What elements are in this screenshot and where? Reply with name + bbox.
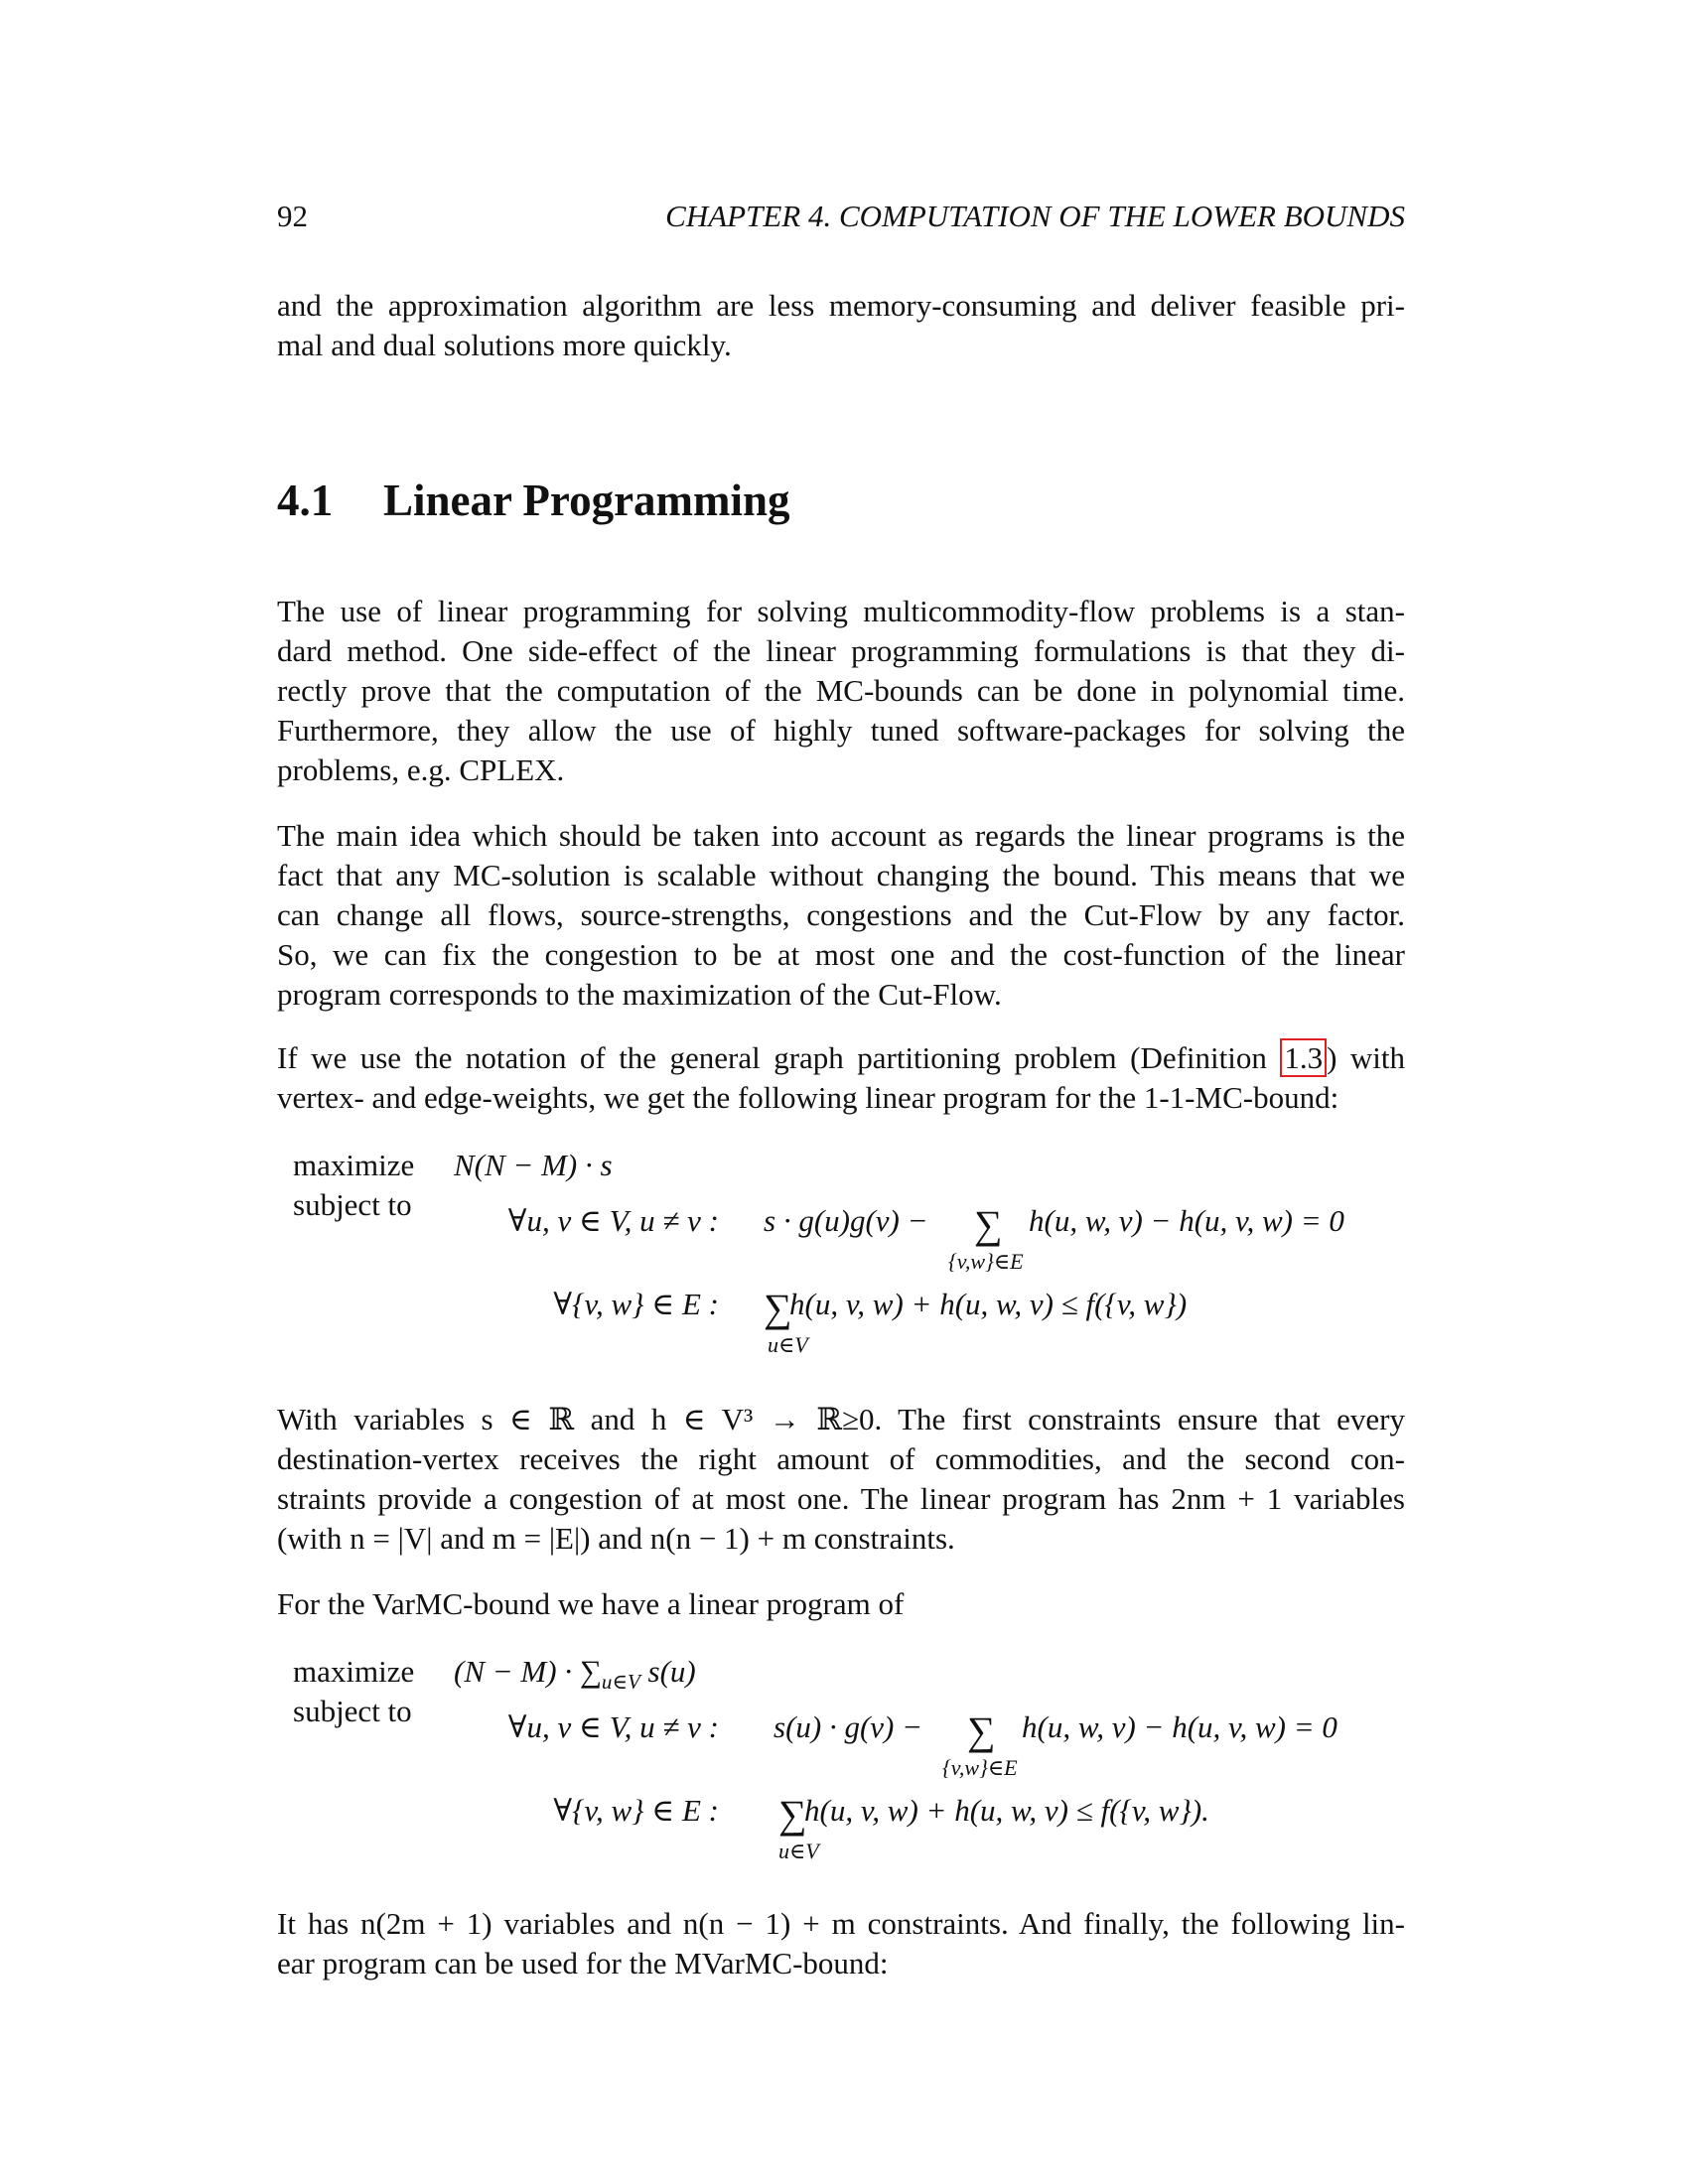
subject-to-label: subject to xyxy=(293,1694,412,1728)
objective-sum-index: u∈V xyxy=(601,1670,640,1695)
constraint-1-sum-index: {v,w}∈E xyxy=(948,1249,1024,1274)
text-line: (with n = |V| and m = |E|) and n(n − 1) + m constraints. xyxy=(277,1521,955,1556)
text-line: ear program can be used for the MVarMC-bound: xyxy=(277,1946,889,1980)
text-line: program corresponds to the maximization of the Cut-Flow. xyxy=(277,977,1002,1012)
constraint-2-sum-index: u∈V xyxy=(778,1839,819,1863)
constraint-1-lhs: s · g(u)g(v) − xyxy=(764,1203,928,1238)
objective-function: N(N − M) · s xyxy=(454,1148,613,1182)
paragraph-notation xyxy=(277,1038,1405,1118)
section-number: 4.1 xyxy=(277,476,334,525)
text-line: Furthermore, they allow the use of highly tuned software-packages for solving the xyxy=(277,713,1405,748)
sum-symbol xyxy=(778,1787,807,1837)
running-title: CHAPTER 4. COMPUTATION OF THE LOWER BOUNDS xyxy=(665,199,1405,233)
text-line: rectly prove that the computation of the MC-bounds can be done in polynomial time. xyxy=(277,673,1405,708)
constraint-1-sum-index: {v,w}∈E xyxy=(942,1755,1018,1780)
text-fragment: ) with xyxy=(1327,1040,1405,1075)
sum-symbol xyxy=(967,1704,996,1753)
constraint-1-condition: ∀u, v ∈ V, u ≠ v : xyxy=(507,1709,719,1744)
text-line: can change all flows, source-strengths, congestions and the Cut-Flow by any factor. xyxy=(277,897,1405,932)
sum-symbol xyxy=(764,1281,792,1330)
text-line xyxy=(277,1038,1405,1078)
text-line: For the VarMC-bound we have a linear program of xyxy=(277,1586,905,1621)
constraint-2-condition: ∀{v, w} ∈ E : xyxy=(553,1793,719,1828)
maximize-label: maximize xyxy=(293,1654,415,1689)
text-line: With variables s ∈ ℝ and h ∈ V³ → ℝ≥0. The first constraints ensure that every xyxy=(277,1402,1405,1436)
page-number: 92 xyxy=(277,199,308,233)
running-header xyxy=(277,199,1405,234)
maximize-label: maximize xyxy=(293,1148,415,1182)
constraint-2-sum-index: u∈V xyxy=(768,1332,808,1357)
constraint-2-condition: ∀{v, w} ∈ E : xyxy=(553,1287,719,1321)
paragraph-variables xyxy=(277,1400,1405,1559)
subject-to-label: subject to xyxy=(293,1187,412,1222)
objective-part: s(u) xyxy=(639,1654,696,1689)
section-title: Linear Programming xyxy=(383,476,790,525)
constraint-2-expression: h(u, v, w) + h(u, w, v) ≤ f({v, w}). xyxy=(804,1793,1209,1828)
text-line: problems, e.g. CPLEX. xyxy=(277,752,565,787)
text-line: mal and dual solutions more quickly. xyxy=(277,328,732,362)
paragraph-mvarmc xyxy=(277,1904,1405,1983)
sigma-glyph: ∑ xyxy=(967,1708,996,1753)
sigma-glyph: ∑ xyxy=(974,1202,1003,1247)
text-line: fact that any MC-solution is scalable without changing the bound. This means that we xyxy=(277,858,1405,892)
objective-function xyxy=(454,1654,696,1695)
constraint-1-condition: ∀u, v ∈ V, u ≠ v : xyxy=(507,1203,719,1238)
text-line: The use of linear programming for solving multicommodity-flow problems is a stan- xyxy=(277,594,1405,628)
linear-program-1mc xyxy=(277,1148,1405,1366)
sigma-glyph: ∑ xyxy=(764,1286,792,1330)
constraint-1-rhs: h(u, w, v) − h(u, v, w) = 0 xyxy=(1029,1203,1344,1238)
text-fragment: If we use the notation of the general graph partitioning problem (Definition xyxy=(277,1040,1281,1075)
text-line: straints provide a congestion of at most one. The linear program has 2nm + 1 variables xyxy=(277,1481,1405,1516)
sigma-glyph: ∑ xyxy=(778,1792,807,1837)
definition-reference-link[interactable]: 1.3 xyxy=(1280,1038,1327,1077)
objective-part: (N − M) · ∑ xyxy=(454,1654,602,1689)
text-line: The main idea which should be taken into account as regards the linear programs is the xyxy=(277,818,1405,853)
text-line: vertex- and edge-weights, we get the following linear program for the 1-1-MC-bound: xyxy=(277,1080,1339,1115)
constraint-2-expression: h(u, v, w) + h(u, w, v) ≤ f({v, w}) xyxy=(789,1287,1188,1321)
text-line: and the approximation algorithm are less memory-consuming and deliver feasible pri- xyxy=(277,288,1405,323)
intro-paragraph xyxy=(277,286,1405,365)
text-line: So, we can fix the congestion to be at most one and the cost-function of the linear xyxy=(277,937,1405,972)
constraint-1-rhs: h(u, w, v) − h(u, v, w) = 0 xyxy=(1022,1709,1337,1744)
paragraph-intro-lp xyxy=(277,592,1405,790)
section-heading xyxy=(277,475,790,526)
paragraph-varmc xyxy=(277,1584,1405,1624)
sum-symbol xyxy=(974,1197,1003,1247)
paragraph-main-idea xyxy=(277,816,1405,1015)
text-line: dard method. One side-effect of the linear programming formulations is that they di- xyxy=(277,633,1405,668)
text-line: It has n(2m + 1) variables and n(n − 1) + m constraints. And finally, the following lin- xyxy=(277,1906,1405,1941)
constraint-1-lhs: s(u) · g(v) − xyxy=(774,1709,923,1744)
text-line: destination-vertex receives the right amount of commodities, and the second con- xyxy=(277,1441,1405,1476)
linear-program-varmc xyxy=(277,1654,1405,1872)
